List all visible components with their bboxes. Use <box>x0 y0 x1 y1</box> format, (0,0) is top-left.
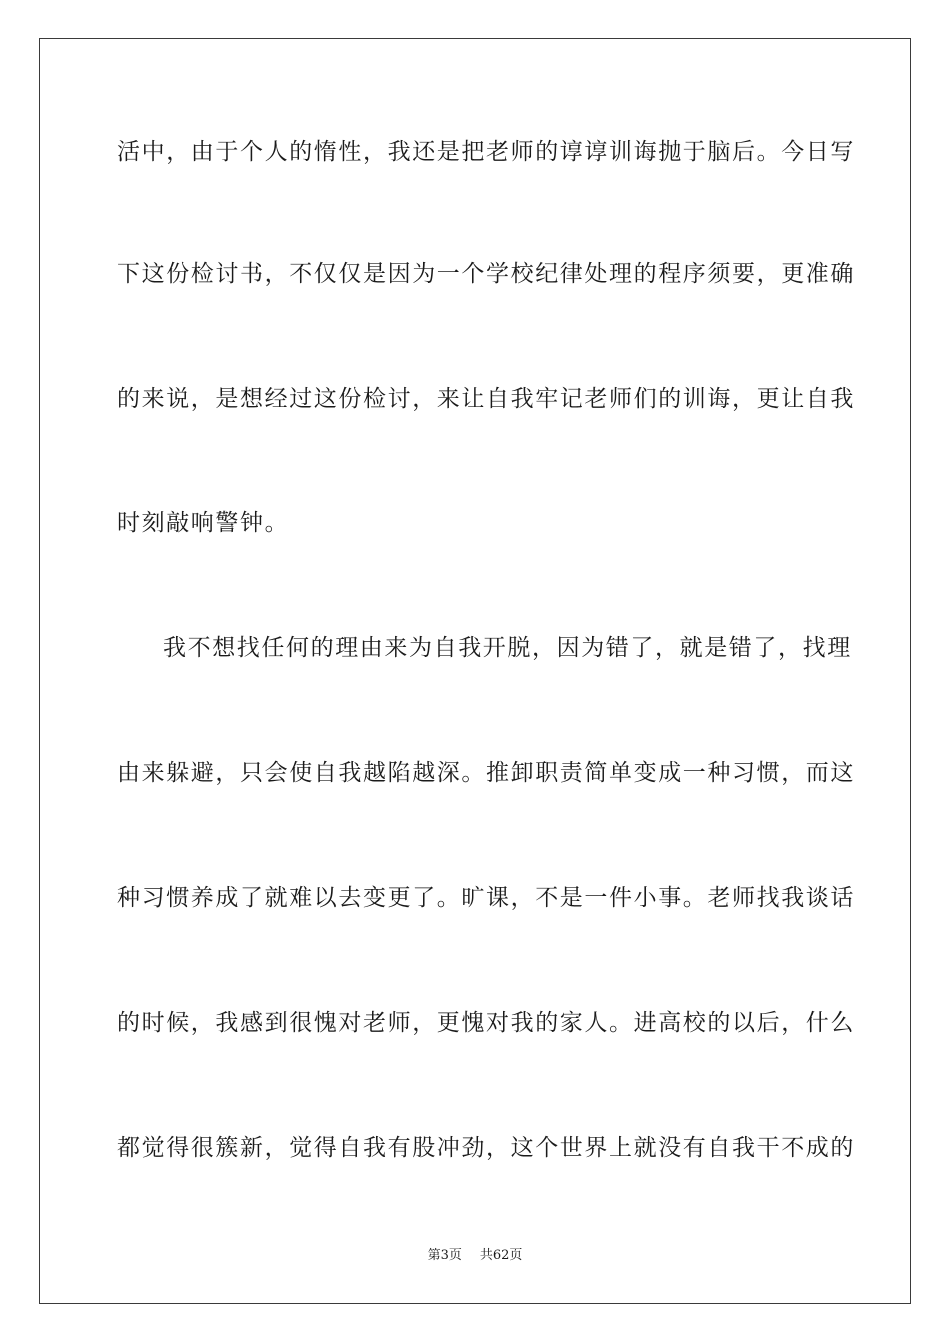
body-line-3: 的来说，是想经过这份检讨，来让自我牢记老师们的训诲，更让自我 <box>117 386 855 412</box>
body-line-1: 活中，由于个人的惰性，我还是把老师的谆谆训诲抛于脑后。今日写 <box>117 139 855 165</box>
page-border <box>39 38 911 1304</box>
body-line-7: 种习惯养成了就难以去变更了。旷课，不是一件小事。老师找我谈话 <box>117 885 855 911</box>
body-line-5-paragraph-start: 我不想找任何的理由来为自我开脱，因为错了，就是错了，找理 <box>163 635 852 661</box>
body-line-9: 都觉得很簇新，觉得自我有股冲劲，这个世界上就没有自我干不成的 <box>117 1135 855 1161</box>
page-footer <box>0 1247 950 1265</box>
body-line-4: 时刻敲响警钟。 <box>117 510 290 536</box>
body-line-8: 的时候，我感到很愧对老师，更愧对我的家人。进高校的以后，什么 <box>117 1010 855 1036</box>
total-pages: 共62页 <box>479 1248 523 1263</box>
body-line-6: 由来躲避，只会使自我越陷越深。推卸职责简单变成一种习惯，而这 <box>117 760 855 786</box>
page-number: 第3页 <box>427 1248 462 1263</box>
body-line-2: 下这份检讨书，不仅仅是因为一个学校纪律处理的程序须要，更准确 <box>117 261 855 287</box>
